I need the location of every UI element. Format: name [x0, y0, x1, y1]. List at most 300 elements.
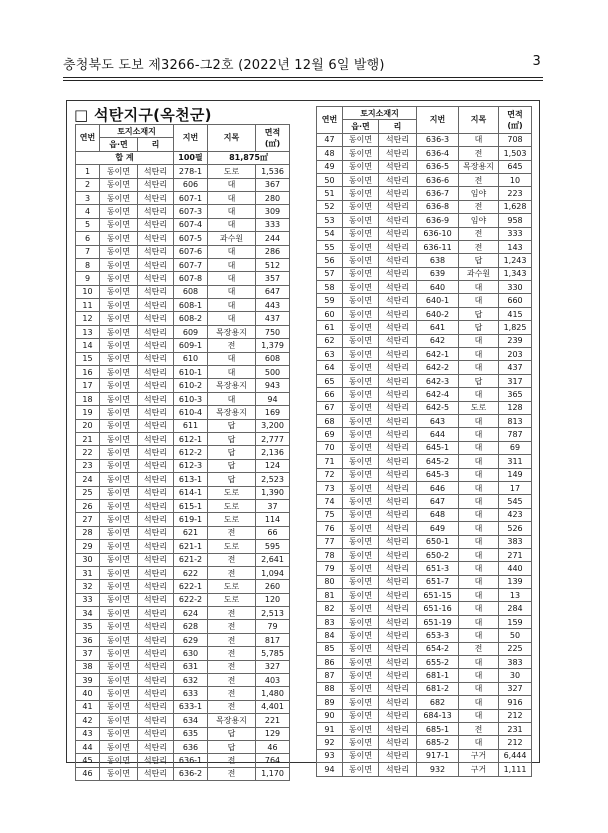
row-no: 94 — [317, 763, 343, 776]
table-row — [76, 165, 290, 178]
table-row — [317, 147, 532, 160]
row-lot: 607-1 — [174, 191, 208, 204]
row-lot: 646 — [417, 481, 459, 494]
row-lot: 648 — [417, 508, 459, 521]
row-lot: 681-2 — [417, 682, 459, 695]
row-ri: 석탄리 — [138, 272, 174, 285]
row-area: 212 — [499, 709, 532, 722]
row-area: 500 — [256, 366, 290, 379]
row-eup: 동이면 — [100, 366, 138, 379]
row-ri: 석탄리 — [138, 700, 174, 713]
row-area: 159 — [499, 615, 532, 628]
row-no: 4 — [76, 205, 100, 218]
page-header — [63, 54, 543, 72]
row-category: 답 — [208, 740, 256, 753]
row-no: 5 — [76, 218, 100, 231]
row-ri: 석탄리 — [379, 334, 417, 347]
row-lot: 636-9 — [417, 214, 459, 227]
table-row — [76, 513, 290, 526]
table-row — [317, 642, 532, 655]
table-row — [317, 629, 532, 642]
row-category: 임야 — [459, 187, 499, 200]
table-row — [317, 602, 532, 615]
row-lot: 621-1 — [174, 540, 208, 553]
row-lot: 608-1 — [174, 299, 208, 312]
row-lot: 610-1 — [174, 366, 208, 379]
row-lot: 645-3 — [417, 468, 459, 481]
row-category: 대 — [208, 392, 256, 405]
row-lot: 641 — [417, 321, 459, 334]
row-eup: 동이면 — [343, 240, 379, 253]
row-eup: 동이면 — [343, 200, 379, 213]
row-category: 대 — [459, 133, 499, 146]
row-no: 62 — [317, 334, 343, 347]
table-row — [76, 620, 290, 633]
row-no: 37 — [76, 647, 100, 660]
row-ri: 석탄리 — [138, 714, 174, 727]
row-no: 65 — [317, 374, 343, 387]
row-eup: 동이면 — [343, 602, 379, 615]
row-category: 도로 — [459, 401, 499, 414]
row-ri: 석탄리 — [138, 566, 174, 579]
row-lot: 609-1 — [174, 339, 208, 352]
row-category: 대 — [459, 388, 499, 401]
row-area: 13 — [499, 589, 532, 602]
row-ri: 석탄리 — [138, 366, 174, 379]
section-title: □ 석탄지구(옥천군) — [74, 106, 212, 124]
table-row — [76, 272, 290, 285]
row-area: 645 — [499, 160, 532, 173]
row-ri: 석탄리 — [138, 459, 174, 472]
row-area: 437 — [499, 361, 532, 374]
row-ri: 석탄리 — [379, 629, 417, 642]
row-category: 대 — [459, 455, 499, 468]
row-no: 34 — [76, 607, 100, 620]
row-eup: 동이면 — [100, 767, 138, 780]
table-row — [317, 709, 532, 722]
total-label: 합 계 — [76, 151, 174, 164]
row-ri: 석탄리 — [379, 589, 417, 602]
row-category: 대 — [208, 191, 256, 204]
row-eup: 동이면 — [100, 580, 138, 593]
row-area: 415 — [499, 307, 532, 320]
row-eup: 동이면 — [100, 687, 138, 700]
row-lot: 636-8 — [417, 200, 459, 213]
table-row — [317, 401, 532, 414]
row-ri: 석탄리 — [379, 669, 417, 682]
row-area: 357 — [256, 272, 290, 285]
row-eup: 동이면 — [343, 147, 379, 160]
row-category: 대 — [459, 294, 499, 307]
row-category: 구거 — [459, 763, 499, 776]
row-category: 임야 — [459, 214, 499, 227]
row-no: 11 — [76, 299, 100, 312]
row-eup: 동이면 — [343, 535, 379, 548]
row-category: 도로 — [208, 540, 256, 553]
row-ri: 석탄리 — [138, 754, 174, 767]
row-area: 17 — [499, 481, 532, 494]
row-no: 33 — [76, 593, 100, 606]
row-area: 271 — [499, 548, 532, 561]
row-no: 3 — [76, 191, 100, 204]
col-header-ri: 리 — [138, 138, 174, 151]
table-row — [317, 656, 532, 669]
row-no: 2 — [76, 178, 100, 191]
row-lot: 610-3 — [174, 392, 208, 405]
row-eup: 동이면 — [100, 446, 138, 459]
row-lot: 647 — [417, 495, 459, 508]
row-no: 46 — [76, 767, 100, 780]
row-ri: 석탄리 — [138, 379, 174, 392]
row-lot: 619-1 — [174, 513, 208, 526]
row-area: 383 — [499, 535, 532, 548]
table-row — [76, 674, 290, 687]
row-eup: 동이면 — [343, 522, 379, 535]
row-area: 1,536 — [256, 165, 290, 178]
row-eup: 동이면 — [343, 307, 379, 320]
row-no: 93 — [317, 749, 343, 762]
row-category: 대 — [459, 736, 499, 749]
row-category: 대 — [459, 508, 499, 521]
row-eup: 동이면 — [343, 696, 379, 709]
table-row — [317, 669, 532, 682]
row-area: 327 — [256, 660, 290, 673]
table-row — [76, 191, 290, 204]
row-lot: 612-1 — [174, 432, 208, 445]
row-eup: 동이면 — [100, 700, 138, 713]
row-category: 전 — [459, 240, 499, 253]
row-eup: 동이면 — [100, 566, 138, 579]
col-header-eup: 읍·면 — [100, 138, 138, 151]
table-row — [76, 366, 290, 379]
row-eup: 동이면 — [100, 392, 138, 405]
row-ri: 석탄리 — [379, 722, 417, 735]
row-ri: 석탄리 — [379, 508, 417, 521]
row-lot: 651-19 — [417, 615, 459, 628]
row-area: 66 — [256, 526, 290, 539]
row-lot: 613-1 — [174, 473, 208, 486]
row-category: 대 — [459, 696, 499, 709]
row-no: 87 — [317, 669, 343, 682]
row-no: 29 — [76, 540, 100, 553]
row-category: 전 — [208, 767, 256, 780]
row-eup: 동이면 — [100, 633, 138, 646]
row-lot: 607-4 — [174, 218, 208, 231]
table-row — [317, 548, 532, 561]
row-lot: 607-3 — [174, 205, 208, 218]
row-area: 403 — [256, 674, 290, 687]
row-category: 전 — [459, 147, 499, 160]
row-no: 28 — [76, 526, 100, 539]
row-category: 도로 — [208, 165, 256, 178]
row-ri: 석탄리 — [379, 615, 417, 628]
row-no: 45 — [76, 754, 100, 767]
row-category: 대 — [459, 656, 499, 669]
row-eup: 동이면 — [100, 727, 138, 740]
row-no: 23 — [76, 459, 100, 472]
row-area: 260 — [256, 580, 290, 593]
row-eup: 동이면 — [343, 160, 379, 173]
row-lot: 917-1 — [417, 749, 459, 762]
row-area: 1,628 — [499, 200, 532, 213]
row-lot: 612-3 — [174, 459, 208, 472]
table-row — [76, 285, 290, 298]
row-area: 958 — [499, 214, 532, 227]
row-lot: 607-8 — [174, 272, 208, 285]
row-area: 284 — [499, 602, 532, 615]
row-eup: 동이면 — [343, 455, 379, 468]
area-label: 면적 — [264, 127, 281, 137]
row-no: 61 — [317, 321, 343, 334]
table-row — [76, 352, 290, 365]
row-eup: 동이면 — [343, 281, 379, 294]
row-lot: 638 — [417, 254, 459, 267]
table-row — [76, 245, 290, 258]
table-row — [317, 173, 532, 186]
row-eup: 동이면 — [100, 674, 138, 687]
header-rule — [63, 77, 543, 78]
row-no: 57 — [317, 267, 343, 280]
row-ri: 석탄리 — [138, 299, 174, 312]
row-no: 91 — [317, 722, 343, 735]
row-category: 답 — [459, 307, 499, 320]
row-area: 309 — [256, 205, 290, 218]
row-eup: 동이면 — [343, 575, 379, 588]
row-lot: 610 — [174, 352, 208, 365]
row-eup: 동이면 — [343, 495, 379, 508]
area-unit: (㎡) — [264, 138, 281, 148]
row-eup: 동이면 — [343, 589, 379, 602]
row-area: 1,390 — [256, 486, 290, 499]
total-row — [76, 151, 290, 164]
row-area: 595 — [256, 540, 290, 553]
row-eup: 동이면 — [100, 419, 138, 432]
row-no: 38 — [76, 660, 100, 673]
row-eup: 동이면 — [343, 414, 379, 427]
row-ri: 석탄리 — [138, 258, 174, 271]
row-lot: 636-10 — [417, 227, 459, 240]
row-category: 대 — [208, 299, 256, 312]
row-category: 전 — [208, 647, 256, 660]
row-ri: 석탄리 — [379, 481, 417, 494]
table-row — [317, 481, 532, 494]
row-eup: 동이면 — [100, 258, 138, 271]
row-no: 10 — [76, 285, 100, 298]
row-ri: 석탄리 — [379, 736, 417, 749]
table-row — [76, 419, 290, 432]
row-area: 2,523 — [256, 473, 290, 486]
row-no: 39 — [76, 674, 100, 687]
row-ri: 석탄리 — [138, 593, 174, 606]
row-area: 1,503 — [499, 147, 532, 160]
row-lot: 622 — [174, 566, 208, 579]
row-ri: 석탄리 — [379, 763, 417, 776]
row-lot: 654-2 — [417, 642, 459, 655]
row-eup: 동이면 — [343, 361, 379, 374]
row-lot: 642-3 — [417, 374, 459, 387]
row-lot: 651-16 — [417, 602, 459, 615]
row-no: 16 — [76, 366, 100, 379]
row-area: 383 — [499, 656, 532, 669]
table-row — [76, 754, 290, 767]
row-no: 7 — [76, 245, 100, 258]
row-lot: 645-1 — [417, 441, 459, 454]
row-category: 대 — [459, 709, 499, 722]
row-eup: 동이면 — [100, 165, 138, 178]
row-no: 89 — [317, 696, 343, 709]
row-ri: 석탄리 — [379, 187, 417, 200]
row-lot: 642-2 — [417, 361, 459, 374]
row-area: 223 — [499, 187, 532, 200]
row-eup: 동이면 — [100, 272, 138, 285]
table-row — [76, 540, 290, 553]
table-row — [317, 374, 532, 387]
table-row — [76, 299, 290, 312]
row-ri: 석탄리 — [138, 513, 174, 526]
row-area: 708 — [499, 133, 532, 146]
row-ri: 석탄리 — [138, 740, 174, 753]
row-area: 1,825 — [499, 321, 532, 334]
row-area: 608 — [256, 352, 290, 365]
row-lot: 636-4 — [417, 147, 459, 160]
row-category: 전 — [208, 607, 256, 620]
row-no: 71 — [317, 455, 343, 468]
row-ri: 석탄리 — [138, 486, 174, 499]
table-row — [76, 446, 290, 459]
row-ri: 석탄리 — [379, 227, 417, 240]
row-eup: 동이면 — [100, 740, 138, 753]
row-category: 전 — [459, 173, 499, 186]
col-header-no: 연번 — [317, 107, 343, 134]
row-lot: 640-1 — [417, 294, 459, 307]
row-ri: 석탄리 — [379, 709, 417, 722]
row-category: 대 — [459, 361, 499, 374]
row-ri: 석탄리 — [379, 548, 417, 561]
row-category: 전 — [208, 633, 256, 646]
table-row — [76, 714, 290, 727]
row-no: 31 — [76, 566, 100, 579]
row-no: 56 — [317, 254, 343, 267]
row-lot: 642-5 — [417, 401, 459, 414]
table-row — [76, 459, 290, 472]
row-area: 10 — [499, 173, 532, 186]
row-category: 대 — [208, 258, 256, 271]
row-lot: 651-15 — [417, 589, 459, 602]
row-area: 660 — [499, 294, 532, 307]
row-eup: 동이면 — [343, 629, 379, 642]
row-category: 답 — [459, 321, 499, 334]
row-no: 51 — [317, 187, 343, 200]
row-lot: 609 — [174, 325, 208, 338]
table-row — [317, 535, 532, 548]
table-row — [76, 205, 290, 218]
row-no: 24 — [76, 473, 100, 486]
row-area: 330 — [499, 281, 532, 294]
row-lot: 684-13 — [417, 709, 459, 722]
table-row — [317, 522, 532, 535]
row-category: 전 — [208, 754, 256, 767]
col-header-category: 지목 — [459, 107, 499, 134]
row-no: 32 — [76, 580, 100, 593]
row-ri: 석탄리 — [379, 160, 417, 173]
row-category: 대 — [459, 334, 499, 347]
row-ri: 석탄리 — [138, 392, 174, 405]
row-category: 대 — [459, 495, 499, 508]
row-category: 전 — [459, 200, 499, 213]
row-ri: 석탄리 — [138, 620, 174, 633]
row-no: 75 — [317, 508, 343, 521]
row-eup: 동이면 — [100, 205, 138, 218]
row-no: 15 — [76, 352, 100, 365]
row-eup: 동이면 — [343, 214, 379, 227]
row-ri: 석탄리 — [379, 133, 417, 146]
row-no: 42 — [76, 714, 100, 727]
row-no: 49 — [317, 160, 343, 173]
row-category: 목장용지 — [208, 714, 256, 727]
table-row — [317, 468, 532, 481]
row-lot: 621 — [174, 526, 208, 539]
row-no: 72 — [317, 468, 343, 481]
row-category: 전 — [208, 526, 256, 539]
row-area: 1,094 — [256, 566, 290, 579]
row-category: 전 — [208, 339, 256, 352]
row-no: 86 — [317, 656, 343, 669]
table-row — [317, 455, 532, 468]
table-row — [76, 553, 290, 566]
row-area: 5,785 — [256, 647, 290, 660]
row-ri: 석탄리 — [379, 522, 417, 535]
table-row — [317, 240, 532, 253]
table-row — [76, 647, 290, 660]
row-category: 도로 — [208, 593, 256, 606]
row-no: 17 — [76, 379, 100, 392]
table-row — [317, 575, 532, 588]
row-no: 40 — [76, 687, 100, 700]
col-header-ri: 리 — [379, 120, 417, 133]
row-lot: 630 — [174, 647, 208, 660]
row-category: 전 — [208, 687, 256, 700]
row-ri: 석탄리 — [138, 191, 174, 204]
row-eup: 동이면 — [343, 682, 379, 695]
row-area: 69 — [499, 441, 532, 454]
row-lot: 685-1 — [417, 722, 459, 735]
row-ri: 석탄리 — [138, 526, 174, 539]
row-eup: 동이면 — [100, 607, 138, 620]
table-row — [76, 687, 290, 700]
row-eup: 동이면 — [343, 401, 379, 414]
gazette-title: 충청북도 도보 제3266-그2호 (2022년 12월 6일 발행) — [63, 58, 385, 73]
row-category: 대 — [208, 272, 256, 285]
row-lot: 645-2 — [417, 455, 459, 468]
row-no: 9 — [76, 272, 100, 285]
row-ri: 석탄리 — [379, 374, 417, 387]
row-area: 647 — [256, 285, 290, 298]
table-row — [317, 267, 532, 280]
table-row — [317, 428, 532, 441]
table-row — [76, 566, 290, 579]
table-row — [76, 232, 290, 245]
row-ri: 석탄리 — [138, 325, 174, 338]
table-row — [76, 325, 290, 338]
row-category: 구거 — [459, 749, 499, 762]
header-rule-2 — [63, 80, 543, 81]
row-eup: 동이면 — [343, 669, 379, 682]
row-no: 88 — [317, 682, 343, 695]
row-eup: 동이면 — [100, 299, 138, 312]
col-header-lot: 지번 — [174, 125, 208, 152]
land-table-left — [75, 124, 290, 781]
row-no: 67 — [317, 401, 343, 414]
